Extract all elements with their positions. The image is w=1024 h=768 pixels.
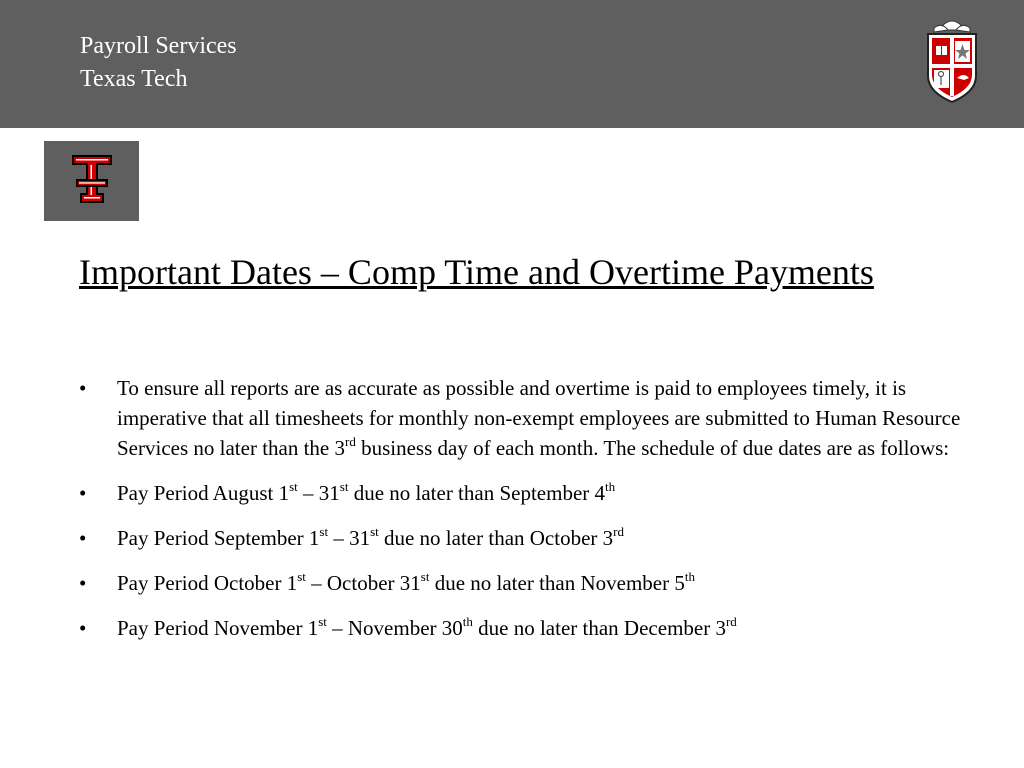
bullet-text: – 31 (297, 481, 340, 505)
ordinal-suffix: st (318, 614, 327, 629)
bullet-dot: • (79, 616, 87, 640)
ordinal-suffix: th (462, 614, 473, 629)
header-bar (0, 0, 1024, 128)
bullet-list (79, 373, 979, 658)
list-item (79, 613, 979, 643)
ordinal-suffix: st (420, 569, 430, 584)
bullet-text: due no later than November 5 (429, 571, 685, 595)
list-item (79, 523, 979, 553)
bullet-text: due no later than December 3 (472, 616, 726, 640)
bullet-dot: • (79, 481, 87, 505)
ordinal-suffix: st (289, 479, 298, 494)
ordinal-suffix: th (605, 479, 616, 494)
ordinal-suffix: st (297, 569, 306, 584)
list-item (79, 568, 979, 598)
bullet-text: To ensure all reports are as accurate as possible and overtime is paid to employees timely, it is imperative that all timesheets for monthly non-exempt employees are submitted to Human Resource Services no later than the 3 (117, 376, 961, 460)
list-item (79, 478, 979, 508)
bullet-text: – 31 (328, 526, 371, 550)
bullet-text: Pay Period September 1 (117, 526, 320, 550)
double-t-logo-box (44, 141, 139, 221)
bullet-text: business day of each month. The schedule of due dates are as follows: (355, 436, 950, 460)
bullet-text: – October 31 (305, 571, 421, 595)
bullet-text: Pay Period August 1 (117, 481, 290, 505)
list-item (79, 373, 979, 463)
bullet-text: Pay Period October 1 (117, 571, 298, 595)
header-text (80, 30, 237, 96)
bullet-text: Pay Period November 1 (117, 616, 319, 640)
ordinal-suffix: st (339, 479, 349, 494)
page-title: Important Dates – Comp Time and Overtime Payments (79, 252, 874, 292)
bullet-text: due no later than September 4 (348, 481, 606, 505)
bullet-text: – November 30 (326, 616, 463, 640)
header-line-1: Payroll Services (80, 33, 237, 59)
bullet-dot: • (79, 571, 87, 595)
ordinal-suffix: rd (613, 524, 624, 539)
bullet-text: due no later than October 3 (378, 526, 614, 550)
ordinal-suffix: st (319, 524, 329, 539)
ordinal-suffix: st (370, 524, 379, 539)
double-t-logo-icon (70, 153, 114, 205)
bullet-dot: • (79, 376, 87, 400)
header-line-2: Texas Tech (80, 66, 188, 92)
ordinal-suffix: rd (345, 434, 356, 449)
ordinal-suffix: th (684, 569, 695, 584)
bullet-dot: • (79, 526, 87, 550)
texas-tech-seal-icon (920, 14, 984, 106)
ordinal-suffix: rd (725, 614, 737, 629)
